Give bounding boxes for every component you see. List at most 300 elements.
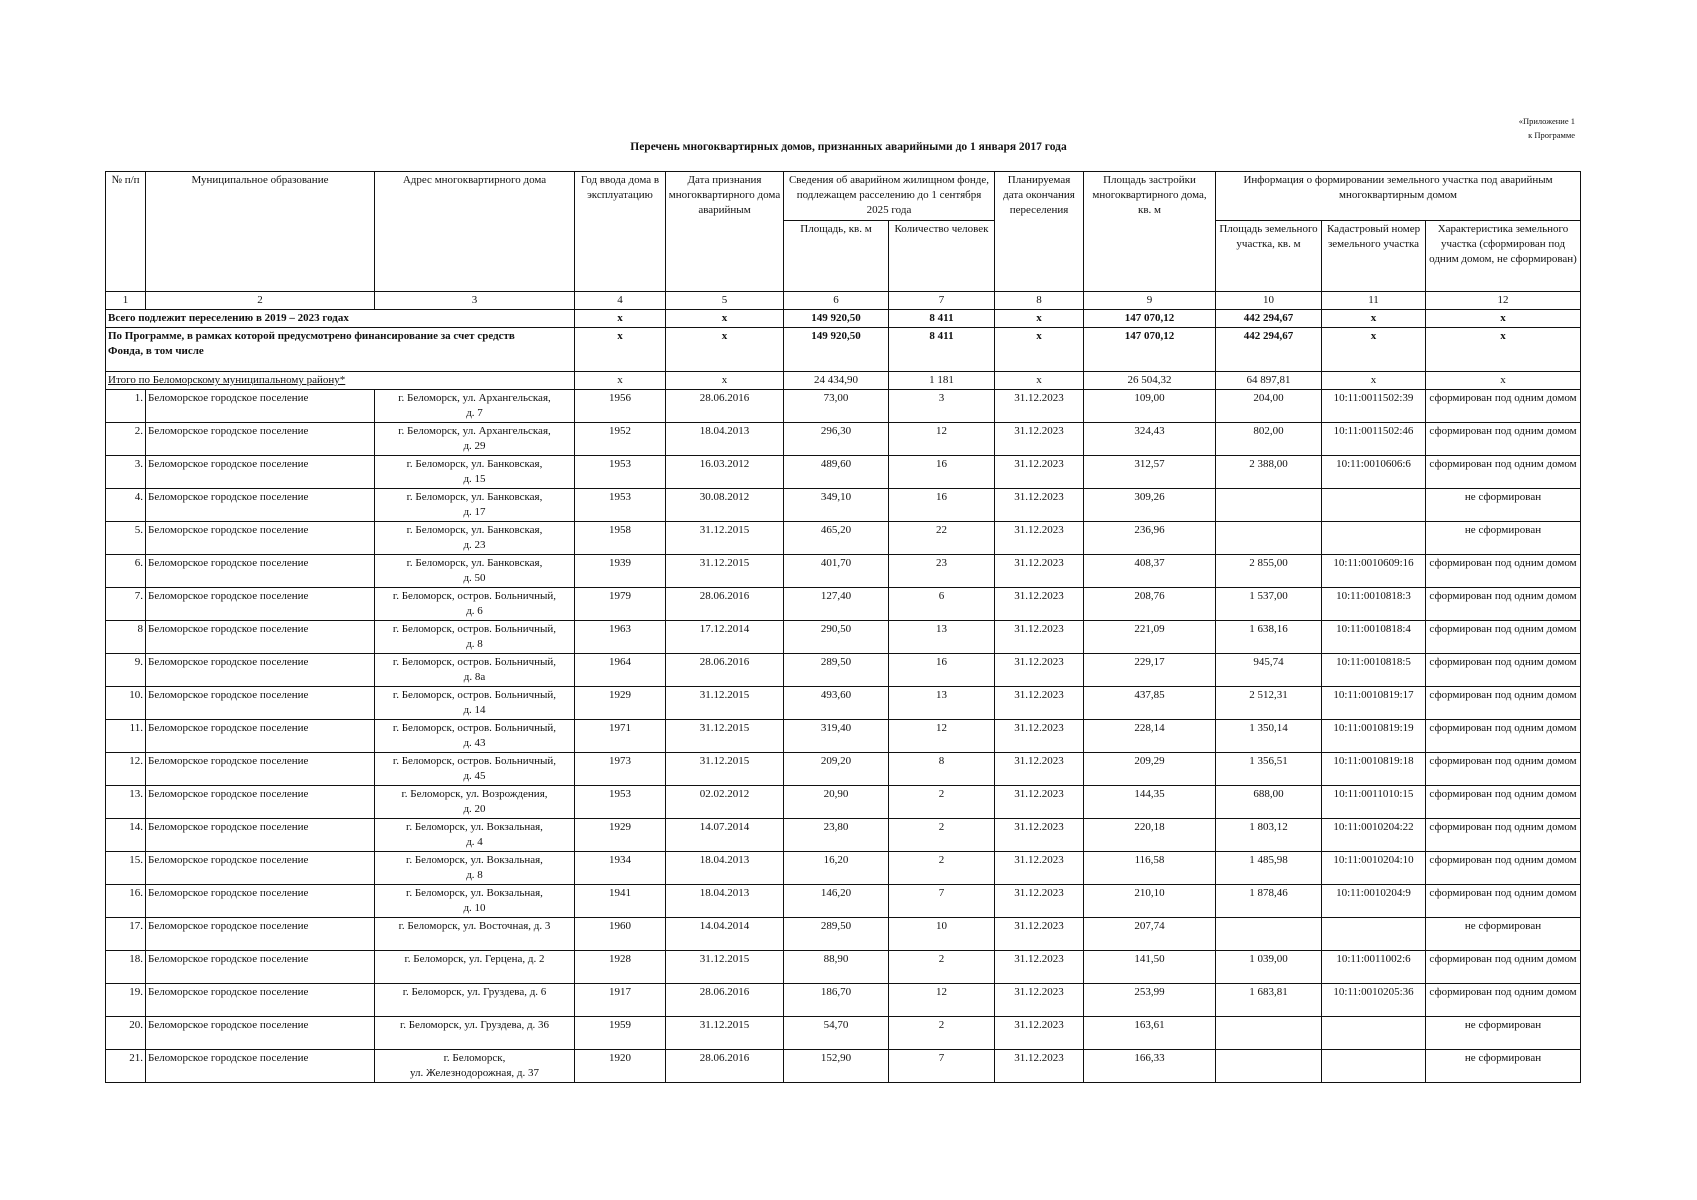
header-num: № п/п (106, 172, 146, 292)
total-build-area: 147 070,12 (1084, 310, 1216, 328)
row-area: 88,90 (784, 951, 889, 984)
row-address-line-2: д. 10 (463, 902, 486, 914)
row-planned-date: 31.12.2023 (995, 1050, 1084, 1083)
row-date: 18.04.2013 (666, 423, 784, 456)
row-municipality: Беломорское городское поселение (146, 819, 375, 852)
row-number: 10. (106, 687, 146, 720)
row-address-line-1: г. Беломорск, ул. Восточная, д. 3 (398, 920, 551, 932)
row-address-line-2: д. 29 (463, 440, 486, 452)
row-number: 19. (106, 984, 146, 1017)
district-people: 1 181 (889, 372, 995, 390)
row-land-area: 1 485,98 (1216, 852, 1322, 885)
program-cell: x (1426, 328, 1581, 372)
row-address-line-1: г. Беломорск, остров. Больничный, (392, 623, 557, 635)
row-number: 1. (106, 390, 146, 423)
row-land-area: 1 878,46 (1216, 885, 1322, 918)
row-cadastral: 10:11:0011010:15 (1322, 786, 1426, 819)
row-cadastral: 10:11:0011502:46 (1322, 423, 1426, 456)
program-people: 8 411 (889, 328, 995, 372)
program-label: По Программе, в рамках которой предусмотрено финансирование за счет средств Фонда, в том числе (106, 328, 575, 372)
row-number: 20. (106, 1017, 146, 1050)
row-year: 1958 (575, 522, 666, 555)
row-date: 17.12.2014 (666, 621, 784, 654)
row-cadastral (1322, 1050, 1426, 1083)
header-area: Площадь, кв. м (784, 221, 889, 292)
row-address (375, 786, 575, 819)
row-year: 1973 (575, 753, 666, 786)
row-address (375, 588, 575, 621)
row-area: 73,00 (784, 390, 889, 423)
row-cadastral: 10:11:0010606:6 (1322, 456, 1426, 489)
row-planned-date: 31.12.2023 (995, 918, 1084, 951)
row-address (375, 687, 575, 720)
row-people: 6 (889, 588, 995, 621)
row-planned-date: 31.12.2023 (995, 720, 1084, 753)
row-planned-date: 31.12.2023 (995, 390, 1084, 423)
header-cadastral: Кадастровый номер земельного участка (1322, 221, 1426, 292)
row-year: 1971 (575, 720, 666, 753)
row-cadastral: 10:11:0010205:36 (1322, 984, 1426, 1017)
row-land-area: 1 356,51 (1216, 753, 1322, 786)
row-land-char: сформирован под одним домом (1426, 588, 1581, 621)
row-land-area (1216, 489, 1322, 522)
col-num: 6 (784, 292, 889, 310)
row-cadastral: 10:11:0011502:39 (1322, 390, 1426, 423)
row-people: 3 (889, 390, 995, 423)
row-address-line-1: г. Беломорск, (443, 1052, 506, 1064)
row-people: 12 (889, 423, 995, 456)
row-municipality: Беломорское городское поселение (146, 555, 375, 588)
row-address-line-2: ул. Железнодорожная, д. 37 (410, 1067, 539, 1079)
col-num: 3 (375, 292, 575, 310)
row-municipality: Беломорское городское поселение (146, 1017, 375, 1050)
row-address-line-1: г. Беломорск, остров. Больничный, (392, 722, 557, 734)
table-row (106, 489, 1581, 522)
row-address (375, 984, 575, 1017)
row-area: 16,20 (784, 852, 889, 885)
row-cadastral: 10:11:0010204:9 (1322, 885, 1426, 918)
row-land-area: 1 683,81 (1216, 984, 1322, 1017)
row-address-line-1: г. Беломорск, ул. Вокзальная, (406, 854, 543, 866)
row-planned-date: 31.12.2023 (995, 489, 1084, 522)
row-people: 2 (889, 951, 995, 984)
row-address-line-1: г. Беломорск, ул. Архангельская, (398, 425, 551, 437)
row-planned-date: 31.12.2023 (995, 456, 1084, 489)
row-year: 1960 (575, 918, 666, 951)
row-build-area: 236,96 (1084, 522, 1216, 555)
row-municipality: Беломорское городское поселение (146, 456, 375, 489)
row-date: 18.04.2013 (666, 885, 784, 918)
row-address-line-1: г. Беломорск, ул. Вокзальная, (406, 821, 543, 833)
row-build-area: 109,00 (1084, 390, 1216, 423)
col-num: 8 (995, 292, 1084, 310)
row-address-line-2: д. 17 (463, 506, 486, 518)
row-address-line-1: г. Беломорск, остров. Больничный, (392, 755, 557, 767)
row-address-line-1: г. Беломорск, ул. Возрождения, (401, 788, 548, 800)
table-row (106, 555, 1581, 588)
row-area: 289,50 (784, 918, 889, 951)
row-land-char: сформирован под одним домом (1426, 456, 1581, 489)
row-cadastral: 10:11:0010818:4 (1322, 621, 1426, 654)
row-land-char: не сформирован (1426, 1017, 1581, 1050)
row-number: 5. (106, 522, 146, 555)
row-municipality: Беломорское городское поселение (146, 522, 375, 555)
row-land-char: сформирован под одним домом (1426, 852, 1581, 885)
row-number: 14. (106, 819, 146, 852)
total-people: 8 411 (889, 310, 995, 328)
row-number: 11. (106, 720, 146, 753)
row-address-line-1: г. Беломорск, ул. Архангельская, (398, 392, 551, 404)
row-year: 1956 (575, 390, 666, 423)
row-address-line-1: г. Беломорск, ул. Герцена, д. 2 (404, 953, 545, 965)
total-area: 149 920,50 (784, 310, 889, 328)
row-number: 7. (106, 588, 146, 621)
row-land-area (1216, 522, 1322, 555)
row-number: 8 (106, 621, 146, 654)
row-address (375, 522, 575, 555)
col-num: 11 (1322, 292, 1426, 310)
row-build-area: 210,10 (1084, 885, 1216, 918)
row-build-area: 437,85 (1084, 687, 1216, 720)
program-cell: x (575, 328, 666, 372)
header-info: Сведения об аварийном жилищном фонде, подлежащем расселению до 1 сентября 2025 года (784, 172, 995, 221)
row-address-line-1: г. Беломорск, ул. Банковская, (406, 524, 543, 536)
row-address-line-2: д. 14 (463, 704, 486, 716)
row-build-area: 221,09 (1084, 621, 1216, 654)
row-people: 16 (889, 654, 995, 687)
row-people: 2 (889, 852, 995, 885)
table-row (106, 654, 1581, 687)
row-number: 4. (106, 489, 146, 522)
row-cadastral: 10:11:0010819:19 (1322, 720, 1426, 753)
row-area: 290,50 (784, 621, 889, 654)
table-row (106, 984, 1581, 1017)
col-num: 1 (106, 292, 146, 310)
header-planned: Планируемая дата окончания переселения (995, 172, 1084, 292)
row-date: 31.12.2015 (666, 1017, 784, 1050)
district-cell: x (575, 372, 666, 390)
row-build-area: 220,18 (1084, 819, 1216, 852)
row-land-char: сформирован под одним домом (1426, 819, 1581, 852)
row-address-line-2: д. 20 (463, 803, 486, 815)
row-planned-date: 31.12.2023 (995, 984, 1084, 1017)
row-address-line-1: г. Беломорск, остров. Больничный, (392, 590, 557, 602)
row-date: 18.04.2013 (666, 852, 784, 885)
col-num: 4 (575, 292, 666, 310)
row-land-area: 2 388,00 (1216, 456, 1322, 489)
row-address-line-1: г. Беломорск, ул. Вокзальная, (406, 887, 543, 899)
district-build-area: 26 504,32 (1084, 372, 1216, 390)
program-row (106, 328, 1581, 372)
row-address (375, 918, 575, 951)
row-address-line-1: г. Беломорск, ул. Груздева, д. 36 (399, 1019, 550, 1031)
row-address-line-2: д. 4 (466, 836, 483, 848)
row-number: 17. (106, 918, 146, 951)
row-year: 1920 (575, 1050, 666, 1083)
row-number: 2. (106, 423, 146, 456)
row-address-line-1: г. Беломорск, ул. Банковская, (406, 557, 543, 569)
row-land-area: 1 537,00 (1216, 588, 1322, 621)
row-year: 1941 (575, 885, 666, 918)
row-address-line-2: д. 7 (466, 407, 483, 419)
col-num: 12 (1426, 292, 1581, 310)
row-people: 13 (889, 621, 995, 654)
row-land-char: сформирован под одним домом (1426, 390, 1581, 423)
header-row-top (106, 172, 1581, 221)
row-people: 16 (889, 456, 995, 489)
row-number: 6. (106, 555, 146, 588)
table-row (106, 885, 1581, 918)
row-municipality: Беломорское городское поселение (146, 1050, 375, 1083)
header-land-info: Информация о формировании земельного участка под аварийным многоквартирным домом (1216, 172, 1581, 221)
row-date: 28.06.2016 (666, 390, 784, 423)
district-area: 24 434,90 (784, 372, 889, 390)
row-area: 489,60 (784, 456, 889, 489)
row-address (375, 852, 575, 885)
table-row (106, 852, 1581, 885)
table-row (106, 1017, 1581, 1050)
row-people: 22 (889, 522, 995, 555)
row-land-area: 2 512,31 (1216, 687, 1322, 720)
document-title: Перечень многоквартирных домов, признанных аварийными до 1 января 2017 года (630, 141, 1067, 153)
row-planned-date: 31.12.2023 (995, 555, 1084, 588)
program-cell: x (995, 328, 1084, 372)
row-year: 1959 (575, 1017, 666, 1050)
header-date: Дата признания многоквартирного дома аварийным (666, 172, 784, 292)
row-municipality: Беломорское городское поселение (146, 852, 375, 885)
total-label: Всего подлежит переселению в 2019 – 2023 годах (106, 310, 575, 328)
row-land-char: сформирован под одним домом (1426, 786, 1581, 819)
row-planned-date: 31.12.2023 (995, 423, 1084, 456)
row-land-char: сформирован под одним домом (1426, 621, 1581, 654)
row-address (375, 423, 575, 456)
row-people: 8 (889, 753, 995, 786)
row-build-area: 166,33 (1084, 1050, 1216, 1083)
row-cadastral (1322, 522, 1426, 555)
row-municipality: Беломорское городское поселение (146, 786, 375, 819)
appendix-line-2: к Программе (1528, 130, 1575, 140)
district-land-area: 64 897,81 (1216, 372, 1322, 390)
table-row (106, 588, 1581, 621)
row-area: 127,40 (784, 588, 889, 621)
row-cadastral (1322, 918, 1426, 951)
col-num: 10 (1216, 292, 1322, 310)
row-area: 20,90 (784, 786, 889, 819)
row-people: 2 (889, 1017, 995, 1050)
col-num: 5 (666, 292, 784, 310)
row-people: 13 (889, 687, 995, 720)
row-date: 28.06.2016 (666, 588, 784, 621)
program-build-area: 147 070,12 (1084, 328, 1216, 372)
row-number: 16. (106, 885, 146, 918)
row-number: 3. (106, 456, 146, 489)
col-num: 9 (1084, 292, 1216, 310)
row-address-line-2: д. 8 (466, 638, 483, 650)
table-row (106, 918, 1581, 951)
row-people: 7 (889, 885, 995, 918)
row-cadastral: 10:11:0010819:17 (1322, 687, 1426, 720)
header-land-char: Характеристика земельного участка (сформирован под одним домом, не сформирован) (1426, 221, 1581, 292)
table-row (106, 456, 1581, 489)
housing-table (105, 171, 1581, 1083)
row-municipality: Беломорское городское поселение (146, 885, 375, 918)
header-municipality: Муниципальное образование (146, 172, 375, 292)
row-land-area: 1 039,00 (1216, 951, 1322, 984)
row-land-char: сформирован под одним домом (1426, 423, 1581, 456)
row-planned-date: 31.12.2023 (995, 654, 1084, 687)
row-address (375, 885, 575, 918)
house-rows (106, 390, 1581, 1083)
table-row (106, 687, 1581, 720)
appendix-line-1: «Приложение 1 (1518, 116, 1575, 126)
row-land-area: 2 855,00 (1216, 555, 1322, 588)
row-area: 209,20 (784, 753, 889, 786)
row-people: 16 (889, 489, 995, 522)
row-number: 15. (106, 852, 146, 885)
header-people: Количество человек (889, 221, 995, 292)
program-cell: x (666, 328, 784, 372)
table-row (106, 753, 1581, 786)
row-address (375, 819, 575, 852)
row-address-line-1: г. Беломорск, ул. Банковская, (406, 491, 543, 503)
row-land-area (1216, 1017, 1322, 1050)
row-people: 23 (889, 555, 995, 588)
row-area: 319,40 (784, 720, 889, 753)
row-date: 31.12.2015 (666, 522, 784, 555)
row-address-line-1: г. Беломорск, ул. Банковская, (406, 458, 543, 470)
row-land-char: не сформирован (1426, 918, 1581, 951)
district-cell: x (1426, 372, 1581, 390)
appendix-note (1519, 114, 1575, 142)
row-date: 28.06.2016 (666, 654, 784, 687)
row-land-char: не сформирован (1426, 522, 1581, 555)
row-address (375, 390, 575, 423)
column-number-row (106, 292, 1581, 310)
table-row (106, 621, 1581, 654)
program-land-area: 442 294,67 (1216, 328, 1322, 372)
row-municipality: Беломорское городское поселение (146, 918, 375, 951)
row-date: 16.03.2012 (666, 456, 784, 489)
row-cadastral: 10:11:0010609:16 (1322, 555, 1426, 588)
district-row (106, 372, 1581, 390)
row-area: 401,70 (784, 555, 889, 588)
total-cell: x (995, 310, 1084, 328)
row-build-area: 309,26 (1084, 489, 1216, 522)
row-date: 28.06.2016 (666, 984, 784, 1017)
row-address-line-2: д. 15 (463, 473, 486, 485)
row-address-line-1: г. Беломорск, остров. Больничный, (392, 689, 557, 701)
row-build-area: 207,74 (1084, 918, 1216, 951)
row-area: 186,70 (784, 984, 889, 1017)
row-number: 18. (106, 951, 146, 984)
header-year: Год ввода дома в эксплуатацию (575, 172, 666, 292)
district-cell: x (666, 372, 784, 390)
total-row (106, 310, 1581, 328)
total-cell: x (666, 310, 784, 328)
row-address-line-2: д. 43 (463, 737, 486, 749)
row-area: 146,20 (784, 885, 889, 918)
row-year: 1917 (575, 984, 666, 1017)
row-year: 1953 (575, 489, 666, 522)
row-date: 31.12.2015 (666, 951, 784, 984)
row-cadastral: 10:11:0010818:3 (1322, 588, 1426, 621)
row-planned-date: 31.12.2023 (995, 951, 1084, 984)
row-address-line-1: г. Беломорск, остров. Больничный, (392, 656, 557, 668)
row-cadastral (1322, 1017, 1426, 1050)
row-build-area: 141,50 (1084, 951, 1216, 984)
row-land-char: сформирован под одним домом (1426, 753, 1581, 786)
row-area: 54,70 (784, 1017, 889, 1050)
row-date: 31.12.2015 (666, 720, 784, 753)
row-address (375, 555, 575, 588)
row-land-area (1216, 1050, 1322, 1083)
row-address-line-2: д. 45 (463, 770, 486, 782)
row-build-area: 209,29 (1084, 753, 1216, 786)
row-people: 7 (889, 1050, 995, 1083)
table-row (106, 522, 1581, 555)
row-land-char: сформирован под одним домом (1426, 687, 1581, 720)
row-municipality: Беломорское городское поселение (146, 720, 375, 753)
row-address (375, 654, 575, 687)
row-land-char: сформирован под одним домом (1426, 720, 1581, 753)
row-build-area: 408,37 (1084, 555, 1216, 588)
row-year: 1963 (575, 621, 666, 654)
row-people: 2 (889, 786, 995, 819)
row-build-area: 312,57 (1084, 456, 1216, 489)
row-build-area: 144,35 (1084, 786, 1216, 819)
header-land-area: Площадь земельного участка, кв. м (1216, 221, 1322, 292)
row-people: 10 (889, 918, 995, 951)
row-planned-date: 31.12.2023 (995, 786, 1084, 819)
total-cell: x (575, 310, 666, 328)
row-year: 1929 (575, 819, 666, 852)
row-address-line-1: г. Беломорск, ул. Груздева, д. 6 (402, 986, 547, 998)
row-planned-date: 31.12.2023 (995, 522, 1084, 555)
row-land-char: сформирован под одним домом (1426, 951, 1581, 984)
row-address-line-2: д. 8а (463, 671, 486, 683)
row-planned-date: 31.12.2023 (995, 885, 1084, 918)
table-row (106, 720, 1581, 753)
row-year: 1928 (575, 951, 666, 984)
table-row (106, 786, 1581, 819)
row-cadastral: 10:11:0010204:22 (1322, 819, 1426, 852)
row-build-area: 229,17 (1084, 654, 1216, 687)
row-cadastral: 10:11:0010818:5 (1322, 654, 1426, 687)
row-municipality: Беломорское городское поселение (146, 423, 375, 456)
row-land-char: сформирован под одним домом (1426, 654, 1581, 687)
row-municipality: Беломорское городское поселение (146, 984, 375, 1017)
row-year: 1979 (575, 588, 666, 621)
row-land-char: сформирован под одним домом (1426, 984, 1581, 1017)
total-land-area: 442 294,67 (1216, 310, 1322, 328)
row-address (375, 456, 575, 489)
row-municipality: Беломорское городское поселение (146, 390, 375, 423)
district-cell: x (995, 372, 1084, 390)
row-land-char: сформирован под одним домом (1426, 555, 1581, 588)
row-year: 1953 (575, 786, 666, 819)
row-area: 296,30 (784, 423, 889, 456)
row-address (375, 951, 575, 984)
row-date: 28.06.2016 (666, 1050, 784, 1083)
header-address: Адрес многоквартирного дома (375, 172, 575, 292)
row-land-area: 945,74 (1216, 654, 1322, 687)
row-municipality: Беломорское городское поселение (146, 654, 375, 687)
row-land-area: 688,00 (1216, 786, 1322, 819)
row-year: 1934 (575, 852, 666, 885)
row-address (375, 753, 575, 786)
row-date: 30.08.2012 (666, 489, 784, 522)
row-address-line-2: д. 23 (463, 539, 486, 551)
